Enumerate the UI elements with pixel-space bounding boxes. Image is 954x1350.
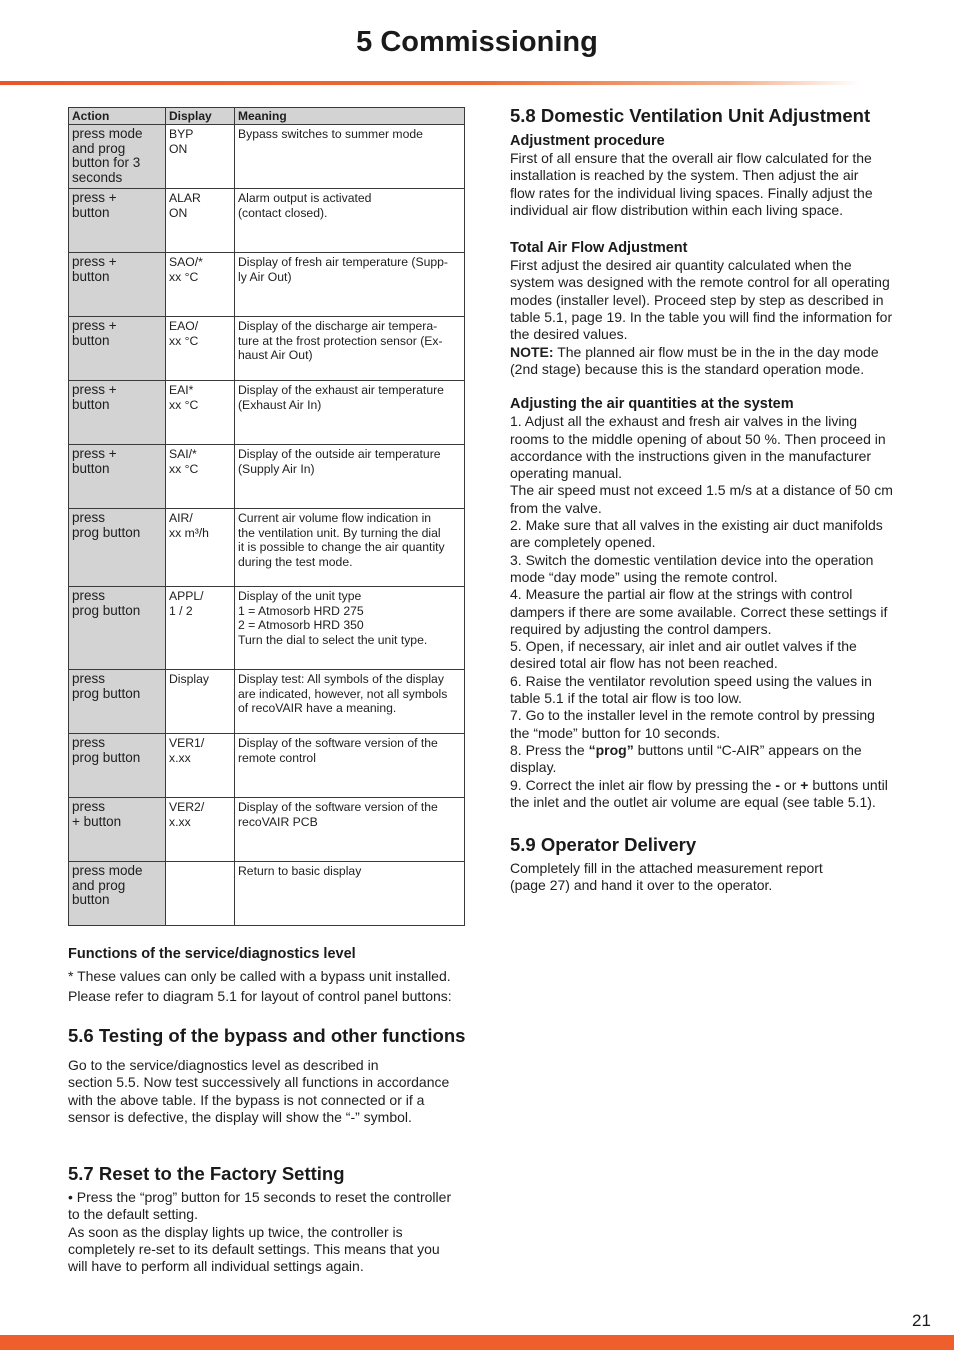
step8-pre: 8. Press the: [510, 741, 589, 758]
cell-meaning: Display of the software version of the recoVAIR PCB: [235, 798, 465, 862]
table-row: [69, 734, 465, 798]
cell-meaning: Display of the exhaust air temperature (Exhaust Air In): [235, 381, 465, 445]
cell-meaning: Display of the unit type 1 = Atmosorb HRD 275 2 = Atmosorb HRD 350 Turn the dial to select the unit type.: [235, 587, 465, 670]
table-row: [69, 509, 465, 587]
cell-action: press + button: [69, 253, 166, 317]
cell-action: press prog button: [69, 509, 166, 587]
cell-display: Display: [166, 670, 235, 734]
table-row: [69, 189, 465, 253]
adjustment-procedure-heading: Adjustment procedure: [510, 133, 665, 149]
cell-meaning: Display test: All symbols of the display are indicated, however, not all symbols of recoVAIR have a meaning.: [235, 670, 465, 734]
cell-action: press + button: [69, 445, 166, 509]
step9-pre: 9. Correct the inlet air flow by pressing the: [510, 776, 776, 793]
cell-display: VER1/ x.xx: [166, 734, 235, 798]
cell-action: press prog button: [69, 670, 166, 734]
cell-action: press + button: [69, 798, 166, 862]
cell-meaning: Display of the software version of the remote control: [235, 734, 465, 798]
adjusting-air-heading: Adjusting the air quantities at the system: [510, 396, 794, 413]
step9-or: or: [780, 776, 801, 793]
total-air-flow-text: First adjust the desired air quantity calculated when the system was designed with the remote control for all operating modes (installer level). Proceed step by step as described in table 5.1, page 19. In the table you will find the information for the desired values.: [510, 257, 893, 343]
step8-post: buttons until “C-AIR” appears on the display.: [510, 741, 862, 776]
cell-display: SAI/* xx °C: [166, 445, 235, 509]
cell-display: APPL/ 1 / 2: [166, 587, 235, 670]
adjusting-air-steps: 1. Adjust all the exhaust and fresh air valves in the living rooms to the middle opening of about 50 %. Then proceed in accordance with the instructions given in the manufacturer operating manual. The air speed must not exceed 1.5 m/s at a distance of 50 cm from the valve. 2. Make sure that all valves in the existing air duct manifolds are completely opened. 3. Switch the domestic ventilation device into the operation mode “day mode” using the remote control. 4. Measure the partial air flow at the strings with control dampers if there are some available. Correct these settings if required by adjusting the control dampers. 5. Open, if necessary, air inlet and air outlet valves if the desired total air flow has not been reached. 6. Raise the ventilator revolution speed using the values in table 5.1 if the total air flow is too low. 7. Go to the installer level in the remote control by pressing the “mode” button for 10 seconds.: [510, 413, 893, 741]
table-row: [69, 381, 465, 445]
service-functions-table: [68, 107, 465, 926]
cell-display: ALAR ON: [166, 189, 235, 253]
section-5-8: [510, 104, 908, 811]
functions-note-diagram: Please refer to diagram 5.1 for layout of control panel buttons:: [68, 988, 452, 1004]
cell-action: press mode and prog button: [69, 862, 166, 926]
cell-meaning: Bypass switches to summer mode: [235, 125, 465, 189]
table-row: [69, 862, 465, 926]
cell-display: BYP ON: [166, 125, 235, 189]
table-header-action: Action: [69, 108, 166, 125]
total-air-flow-heading: Total Air Flow Adjustment: [510, 240, 688, 257]
section-5-6-text: Go to the service/diagnostics level as described in section 5.5. Now test successively all functions in accordance with the above table. If the bypass is not connected or if a sensor is defective, the display will show the “-” symbol.: [68, 1057, 450, 1125]
section-5-6: [68, 1024, 468, 1126]
note-label: NOTE:: [510, 343, 554, 360]
page-title: 5 Commissioning: [356, 26, 598, 58]
table-row: [69, 317, 465, 381]
cell-display: [166, 862, 235, 926]
table-row: [69, 445, 465, 509]
section-5-8-heading: 5.8 Domestic Ventilation Unit Adjustment: [510, 105, 871, 126]
step9-minus: -: [775, 776, 781, 793]
section-5-9-heading: 5.9 Operator Delivery: [510, 834, 697, 855]
adjusting-air-step-8: [510, 742, 908, 777]
section-5-9-text: Completely fill in the attached measurement report (page 27) and hand it over to the operator.: [510, 860, 823, 894]
cell-display: EAI* xx °C: [166, 381, 235, 445]
cell-display: SAO/* xx °C: [166, 253, 235, 317]
cell-action: press mode and prog button for 3 seconds: [69, 125, 166, 189]
section-5-6-heading: 5.6 Testing of the bypass and other functions: [68, 1025, 466, 1046]
note-paragraph: [510, 344, 908, 379]
note-text: The planned air flow must be in the in the day mode (2nd stage) because this is the standard operation mode.: [510, 343, 879, 377]
cell-display: AIR/ xx m³/h: [166, 509, 235, 587]
title-underline: [0, 81, 860, 85]
table-row: [69, 798, 465, 862]
step9-post: buttons until the inlet and the outlet air volume are equal (see table 5.1).: [510, 776, 888, 810]
cell-meaning: Alarm output is activated (contact closed).: [235, 189, 465, 253]
table-header-row: [69, 108, 465, 125]
table-row: [69, 587, 465, 670]
section-5-7: [68, 1162, 468, 1275]
cell-action: press prog button: [69, 734, 166, 798]
cell-meaning: Current air volume flow indication in the ventilation unit. By turning the dial it is possible to change the air quantity during the test mode.: [235, 509, 465, 587]
adjusting-air-step-9: [510, 777, 908, 812]
cell-display: EAO/ xx °C: [166, 317, 235, 381]
footer-accent-bar: [0, 1335, 954, 1350]
functions-note-bypass: * These values can only be called with a bypass unit installed.: [68, 968, 451, 984]
section-5-7-text: • Press the “prog” button for 15 seconds to reset the controller to the default setting. As soon as the display lights up twice, the controller is completely re-set to its default settings. This means that you will have to perform all individual settings again.: [68, 1189, 452, 1275]
table-header-display: Display: [166, 108, 235, 125]
page-number: 21: [912, 1311, 931, 1330]
adjustment-procedure-text: First of all ensure that the overall air flow calculated for the installation is reached by the system. Then adjust the air flow rates for the individual living spaces. Finally adjust the individual air flow distribution within each living space.: [510, 150, 873, 218]
step9-plus: +: [800, 776, 809, 793]
section-5-9: [510, 833, 908, 895]
cell-action: press + button: [69, 189, 166, 253]
cell-meaning: Display of the outside air temperature (Supply Air In): [235, 445, 465, 509]
table-row: [69, 125, 465, 189]
cell-action: press + button: [69, 381, 166, 445]
cell-action: press + button: [69, 317, 166, 381]
section-5-7-heading: 5.7 Reset to the Factory Setting: [68, 1163, 345, 1184]
functions-section: [68, 946, 468, 1006]
cell-meaning: Display of the discharge air tempera- ture at the frost protection sensor (Ex- haust Air Out): [235, 317, 465, 381]
cell-action: press prog button: [69, 587, 166, 670]
cell-display: VER2/ x.xx: [166, 798, 235, 862]
table-row: [69, 253, 465, 317]
step8-prog: “prog”: [588, 741, 634, 758]
table-row: [69, 670, 465, 734]
cell-meaning: Display of fresh air temperature (Supp- ly Air Out): [235, 253, 465, 317]
functions-heading: Functions of the service/diagnostics level: [68, 946, 356, 962]
table-header-meaning: Meaning: [235, 108, 465, 125]
cell-meaning: Return to basic display: [235, 862, 465, 926]
